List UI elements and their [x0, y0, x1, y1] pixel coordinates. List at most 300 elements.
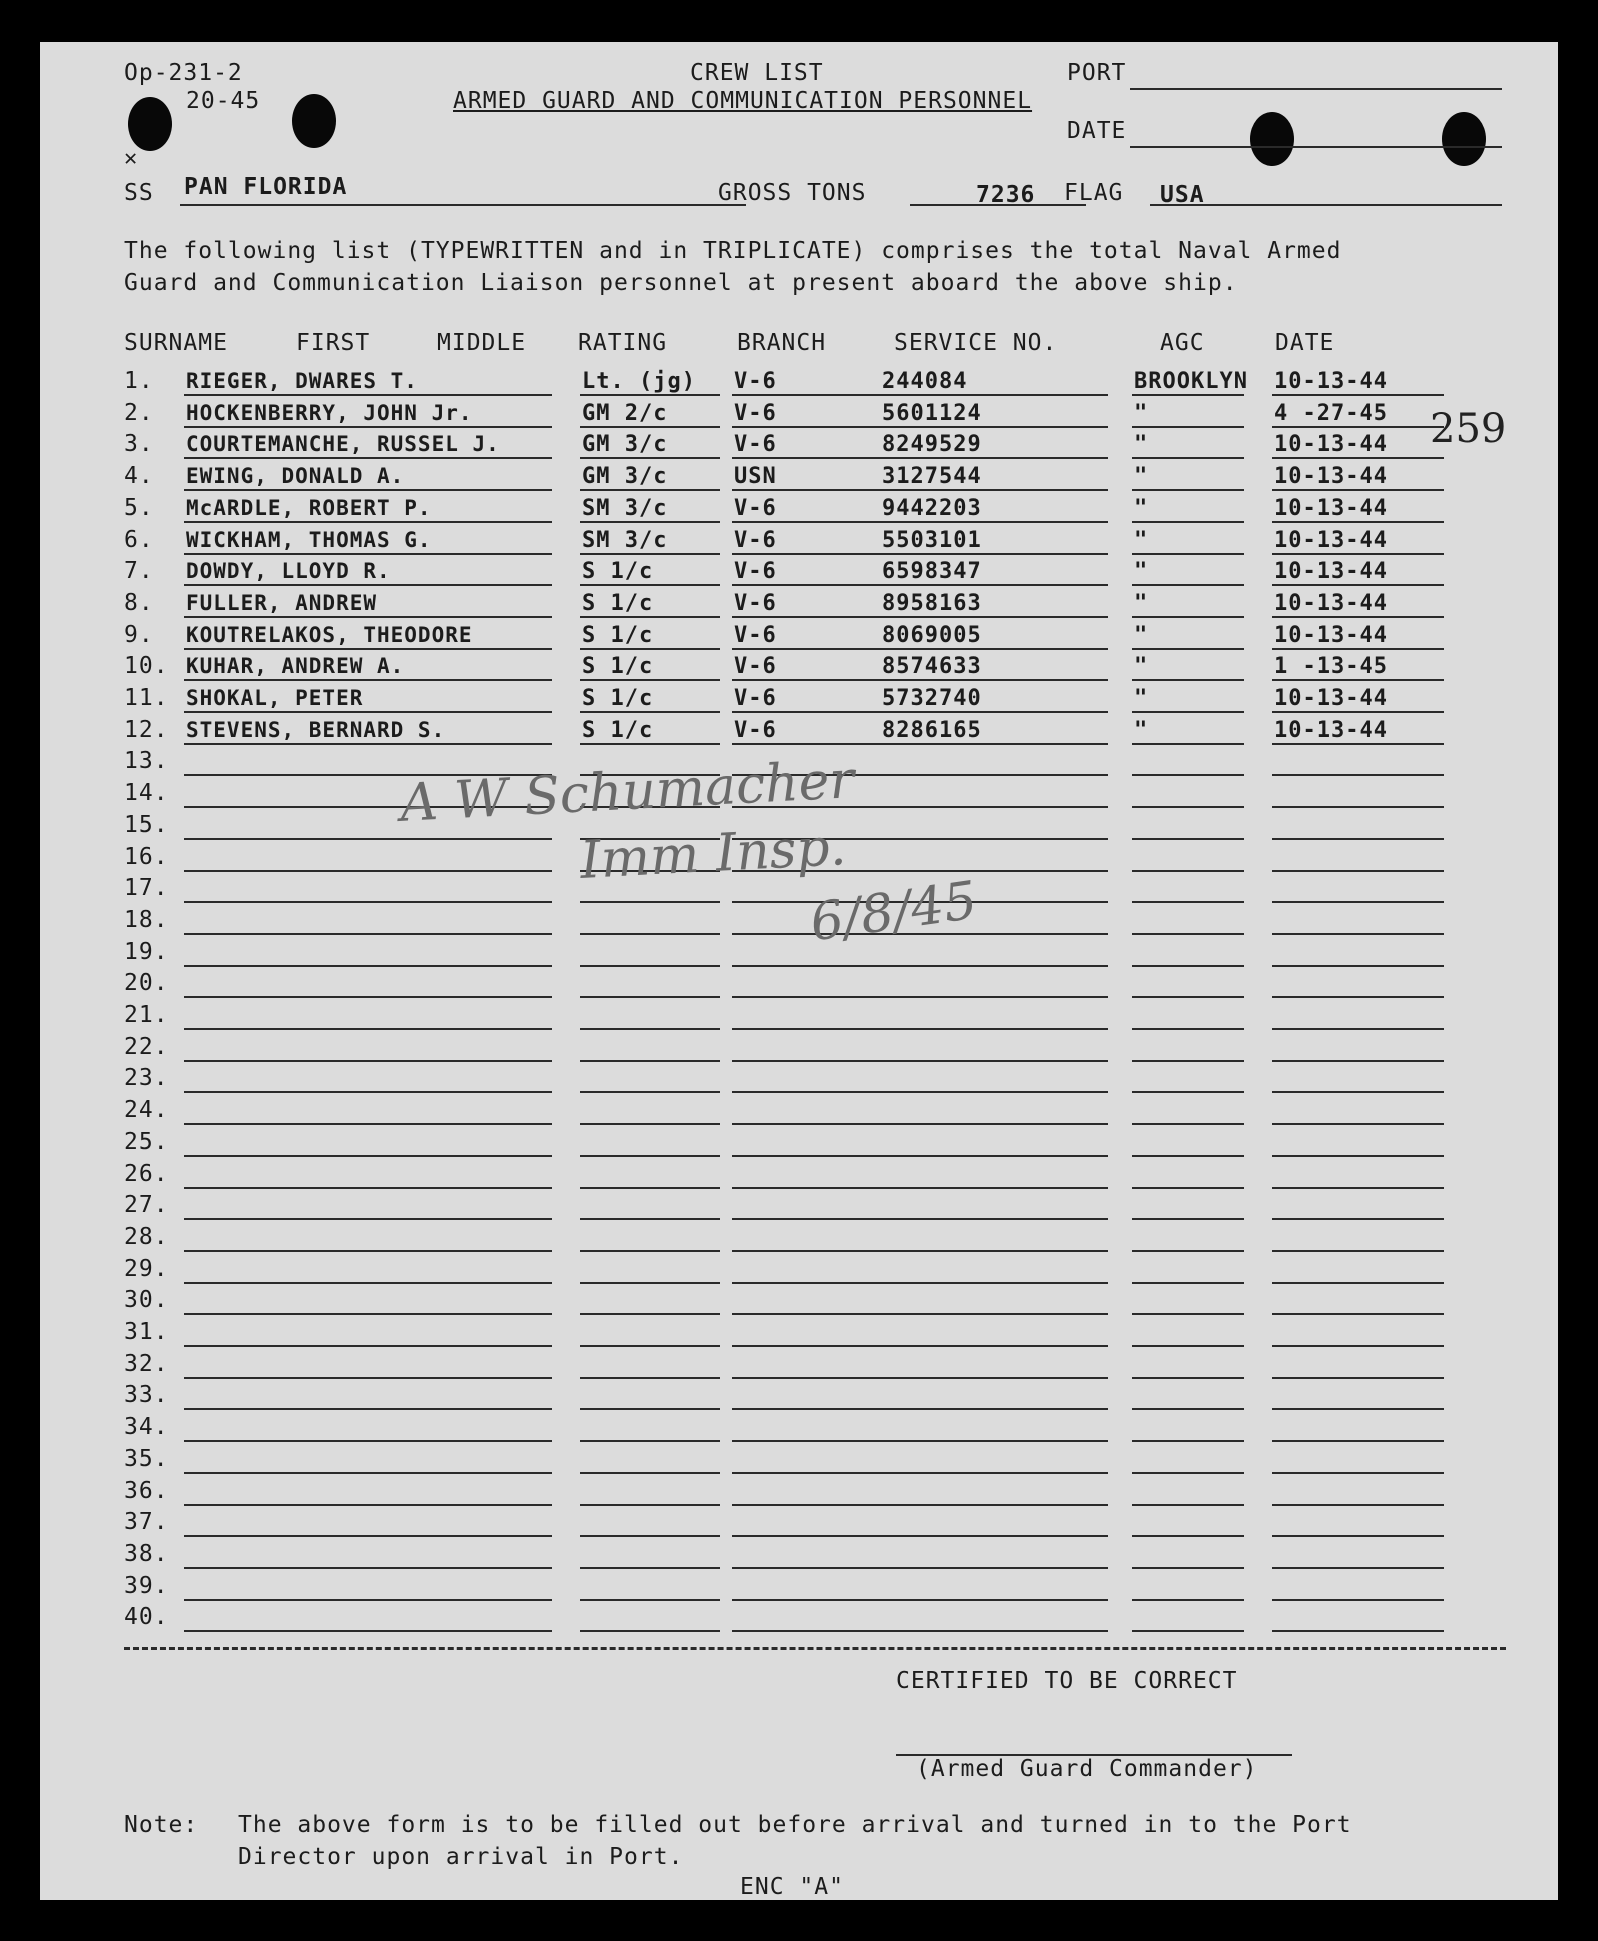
crew-rating: S 1/c: [582, 622, 654, 648]
row-line: [732, 996, 890, 998]
crew-service-no: 8249529: [882, 432, 982, 458]
row-number: 33.: [124, 1382, 169, 1409]
row-line: [880, 616, 1108, 618]
row-line: [580, 1187, 720, 1189]
row-line: [732, 1345, 890, 1347]
crew-service-no: 8574633: [882, 654, 982, 680]
crew-rating: GM 3/c: [582, 464, 668, 490]
row-line: [184, 838, 552, 840]
header-service-no: SERVICE NO.: [894, 330, 1058, 356]
crew-branch: V-6: [734, 622, 777, 648]
crew-rating: Lt. (jg): [582, 369, 696, 394]
crew-date: 1 -13-45: [1274, 654, 1388, 680]
row-number: 37.: [124, 1509, 169, 1536]
row-line: [880, 870, 1108, 872]
crew-branch: V-6: [734, 432, 777, 458]
row-line: [1132, 1472, 1244, 1474]
row-line: [1132, 1250, 1244, 1252]
crew-agc: ": [1134, 495, 1149, 521]
crew-rating: SM 3/c: [582, 495, 668, 521]
row-line: [580, 743, 720, 745]
row-line: [1272, 1408, 1444, 1410]
row-number: 15.: [124, 811, 169, 838]
certified-text: CERTIFIED TO BE CORRECT: [896, 1668, 1238, 1694]
row-line: [1272, 1028, 1444, 1030]
row-line: [880, 743, 1108, 745]
row-line: [1132, 553, 1244, 555]
row-line: [732, 1028, 890, 1030]
crew-rating: S 1/c: [582, 559, 654, 585]
row-line: [1132, 933, 1244, 935]
row-line: [732, 1567, 890, 1569]
row-line: [580, 394, 720, 396]
row-line: [1272, 1377, 1444, 1379]
crew-branch: V-6: [734, 590, 777, 616]
enclosure-label: ENC "A": [740, 1874, 844, 1900]
row-line: [1132, 1630, 1244, 1632]
row-line: [580, 1472, 720, 1474]
row-number: 24.: [124, 1097, 169, 1124]
row-line: [184, 1155, 552, 1157]
row-line: [732, 1504, 890, 1506]
row-line: [880, 457, 1108, 459]
row-line: [184, 711, 552, 713]
row-line: [1272, 901, 1444, 903]
crew-service-no: 5601124: [882, 400, 982, 426]
row-line: [184, 616, 552, 618]
dashed-separator: [124, 1647, 1506, 1650]
row-line: [880, 774, 1108, 776]
date-line: [1130, 146, 1502, 148]
row-line: [1272, 648, 1444, 650]
row-line: [580, 965, 720, 967]
row-line: [732, 1599, 890, 1601]
inspector-title: Imm Insp.: [578, 817, 848, 891]
row-line: [880, 1535, 1108, 1537]
row-line: [184, 1313, 552, 1315]
crew-date: 10-13-44: [1274, 432, 1388, 458]
row-line: [1272, 616, 1444, 618]
ss-label: SS: [124, 180, 154, 206]
row-line: [732, 1282, 890, 1284]
row-line: [880, 838, 1108, 840]
row-line: [1272, 838, 1444, 840]
row-line: [880, 1060, 1108, 1062]
row-line: [580, 679, 720, 681]
crew-branch: V-6: [734, 369, 777, 394]
header-middle: MIDDLE: [437, 330, 527, 356]
crew-branch: V-6: [734, 686, 777, 711]
crew-service-no: 9442203: [882, 495, 982, 521]
port-line: [1130, 88, 1502, 90]
row-line: [1272, 1313, 1444, 1315]
row-line: [880, 1313, 1108, 1315]
row-line: [580, 1408, 720, 1410]
row-line: [1272, 1599, 1444, 1601]
row-number: 18.: [124, 906, 169, 933]
row-line: [1132, 1123, 1244, 1125]
row-line: [184, 1535, 552, 1537]
row-line: [1132, 1060, 1244, 1062]
row-line: [1132, 584, 1244, 586]
row-line: [184, 489, 552, 491]
row-line: [1132, 838, 1244, 840]
row-line: [1132, 901, 1244, 903]
crew-service-no: 8069005: [882, 622, 982, 648]
row-line: [580, 1123, 720, 1125]
row-line: [184, 901, 552, 903]
punch-hole: [1250, 112, 1294, 166]
row-line: [184, 553, 552, 555]
row-line: [880, 553, 1108, 555]
punch-hole: [1442, 112, 1486, 166]
row-line: [732, 521, 890, 523]
row-line: [184, 1091, 552, 1093]
row-number: 38.: [124, 1540, 169, 1567]
row-line: [880, 394, 1108, 396]
row-line: [1272, 870, 1444, 872]
row-line: [184, 457, 552, 459]
row-line: [732, 965, 890, 967]
row-number: 5.: [124, 494, 154, 521]
row-line: [1272, 1440, 1444, 1442]
crew-date: 10-13-44: [1274, 686, 1388, 711]
row-line: [580, 457, 720, 459]
row-line: [1132, 648, 1244, 650]
row-number: 21.: [124, 1002, 169, 1028]
row-line: [580, 933, 720, 935]
row-line: [580, 1567, 720, 1569]
row-line: [580, 584, 720, 586]
note-line-2: Director upon arrival in Port.: [238, 1844, 684, 1870]
row-line: [184, 648, 552, 650]
row-line: [580, 1028, 720, 1030]
form-code: Op-231-2: [124, 60, 243, 86]
flag-label: FLAG: [1064, 180, 1124, 206]
row-line: [1272, 1060, 1444, 1062]
header-first: FIRST: [296, 330, 371, 356]
crew-service-no: 5503101: [882, 527, 982, 553]
row-line: [732, 1535, 890, 1537]
crew-rating: S 1/c: [582, 686, 654, 711]
row-line: [1272, 584, 1444, 586]
row-line: [1132, 1535, 1244, 1537]
row-line: [184, 996, 552, 998]
row-line: [1132, 521, 1244, 523]
crew-name: EWING, DONALD A.: [186, 464, 405, 489]
row-line: [880, 1377, 1108, 1379]
row-line: [1132, 996, 1244, 998]
crew-service-no: 5732740: [882, 686, 982, 711]
form-code-2: 20-45: [186, 88, 261, 114]
row-number: 26.: [124, 1160, 169, 1187]
crew-name: RIEGER, DWARES T.: [186, 369, 418, 393]
row-line: [1132, 806, 1244, 808]
row-line: [880, 1091, 1108, 1093]
row-number: 20.: [124, 970, 169, 997]
row-line: [580, 1313, 720, 1315]
row-line: [1132, 743, 1244, 745]
row-line: [1132, 616, 1244, 618]
crew-rating: GM 3/c: [582, 432, 668, 458]
row-line: [1132, 1599, 1244, 1601]
row-line: [880, 1567, 1108, 1569]
ship-line: [180, 204, 746, 206]
row-line: [732, 648, 890, 650]
crew-date: 10-13-44: [1274, 527, 1388, 553]
row-line: [1132, 457, 1244, 459]
crew-agc: ": [1134, 432, 1149, 458]
row-line: [184, 1567, 552, 1569]
row-line: [184, 1345, 552, 1347]
row-number: 31.: [124, 1319, 169, 1345]
crew-branch: V-6: [734, 400, 777, 426]
note-line-1: The above form is to be filled out before arrival and turned in to the Port: [238, 1812, 1352, 1838]
header-rating: RATING: [578, 330, 668, 356]
crew-date: 10-13-44: [1274, 464, 1388, 490]
row-line: [184, 743, 552, 745]
row-line: [1132, 1377, 1244, 1379]
row-number: 35.: [124, 1445, 169, 1472]
row-number: 39.: [124, 1572, 169, 1599]
row-line: [732, 1250, 890, 1252]
gross-tons-line: [910, 204, 1086, 206]
struck-mark: ✕: [124, 146, 138, 171]
crew-agc: ": [1134, 654, 1149, 680]
note-label: Note:: [124, 1812, 199, 1838]
row-line: [880, 711, 1108, 713]
row-number: 36.: [124, 1477, 169, 1504]
row-line: [880, 996, 1108, 998]
document-page: [40, 42, 1558, 1900]
row-line: [732, 1440, 890, 1442]
row-line: [732, 394, 890, 396]
row-line: [732, 1187, 890, 1189]
row-line: [880, 1187, 1108, 1189]
row-line: [580, 648, 720, 650]
row-line: [580, 1504, 720, 1506]
row-line: [184, 1504, 552, 1506]
crew-branch: USN: [734, 464, 777, 490]
commander-label: (Armed Guard Commander): [916, 1756, 1258, 1782]
row-line: [1272, 1345, 1444, 1347]
crew-name: KOUTRELAKOS, THEODORE: [186, 622, 473, 647]
row-line: [1272, 1123, 1444, 1125]
row-line: [880, 1282, 1108, 1284]
row-line: [732, 1313, 890, 1315]
row-number: 10.: [124, 653, 169, 680]
crew-branch: V-6: [734, 559, 777, 585]
stamp-number: 259: [1430, 406, 1507, 452]
crew-agc: ": [1134, 622, 1149, 648]
port-label: PORT: [1067, 60, 1127, 86]
row-line: [732, 679, 890, 681]
crew-rating: S 1/c: [582, 654, 654, 680]
row-line: [184, 1282, 552, 1284]
row-line: [1272, 1187, 1444, 1189]
row-line: [732, 1218, 890, 1220]
row-line: [732, 1472, 890, 1474]
row-line: [880, 1123, 1108, 1125]
crew-branch: V-6: [734, 495, 777, 521]
crew-date: 10-13-44: [1274, 717, 1388, 743]
row-line: [732, 457, 890, 459]
row-line: [184, 1250, 552, 1252]
crew-rating: S 1/c: [582, 590, 654, 616]
crew-name: FULLER, ANDREW: [186, 590, 378, 615]
row-line: [184, 1630, 552, 1632]
row-line: [1272, 521, 1444, 523]
row-line: [1132, 1345, 1244, 1347]
row-line: [732, 1408, 890, 1410]
crew-date: 10-13-44: [1274, 495, 1388, 521]
row-number: 11.: [124, 685, 169, 711]
row-line: [880, 806, 1108, 808]
row-line: [732, 1060, 890, 1062]
row-number: 13.: [124, 748, 169, 775]
row-number: 7.: [124, 558, 154, 585]
row-line: [880, 1504, 1108, 1506]
row-line: [880, 1408, 1108, 1410]
row-line: [1272, 965, 1444, 967]
header-branch: BRANCH: [737, 330, 827, 356]
row-line: [1272, 1155, 1444, 1157]
gross-tons-label: GROSS TONS: [718, 180, 867, 206]
row-line: [880, 1218, 1108, 1220]
row-number: 40.: [124, 1604, 169, 1631]
flag-value: USA: [1160, 182, 1205, 208]
intro-line-2: Guard and Communication Liaison personnel at present aboard the above ship.: [124, 270, 1238, 296]
row-line: [1272, 679, 1444, 681]
crew-date: 10-13-44: [1274, 369, 1388, 394]
row-line: [580, 1535, 720, 1537]
crew-name: DOWDY, LLOYD R.: [186, 559, 391, 584]
row-line: [1132, 489, 1244, 491]
row-line: [580, 1440, 720, 1442]
row-line: [732, 1377, 890, 1379]
crew-agc: BROOKLYN: [1134, 369, 1248, 394]
crew-branch: V-6: [734, 527, 777, 553]
row-line: [1272, 426, 1444, 428]
row-number: 34.: [124, 1414, 169, 1441]
row-line: [732, 426, 890, 428]
row-line: [580, 616, 720, 618]
row-line: [1132, 394, 1244, 396]
row-line: [580, 1377, 720, 1379]
row-line: [880, 1599, 1108, 1601]
row-line: [184, 933, 552, 935]
row-number: 29.: [124, 1255, 169, 1282]
row-line: [580, 1250, 720, 1252]
row-line: [732, 743, 890, 745]
row-line: [184, 679, 552, 681]
row-line: [1272, 806, 1444, 808]
row-line: [880, 965, 1108, 967]
row-line: [1272, 394, 1444, 396]
row-line: [1132, 1440, 1244, 1442]
row-line: [580, 1155, 720, 1157]
row-line: [580, 1630, 720, 1632]
row-line: [580, 1060, 720, 1062]
row-line: [580, 901, 720, 903]
crew-rating: S 1/c: [582, 717, 654, 743]
row-line: [580, 711, 720, 713]
row-line: [184, 1472, 552, 1474]
row-line: [732, 1630, 890, 1632]
row-line: [1132, 1567, 1244, 1569]
row-line: [1272, 1535, 1444, 1537]
row-line: [580, 521, 720, 523]
row-line: [184, 1187, 552, 1189]
row-line: [1272, 457, 1444, 459]
row-line: [184, 965, 552, 967]
row-line: [880, 679, 1108, 681]
row-line: [580, 426, 720, 428]
flag-line: [1150, 204, 1502, 206]
row-line: [1272, 774, 1444, 776]
row-line: [880, 489, 1108, 491]
row-number: 6.: [124, 526, 154, 553]
row-line: [1132, 1187, 1244, 1189]
header-agc: AGC: [1160, 330, 1205, 356]
row-line: [1272, 1630, 1444, 1632]
row-line: [1272, 933, 1444, 935]
crew-service-no: 8958163: [882, 590, 982, 616]
row-line: [580, 1599, 720, 1601]
punch-hole: [128, 97, 172, 151]
row-line: [184, 584, 552, 586]
row-line: [1132, 711, 1244, 713]
row-line: [1132, 1504, 1244, 1506]
row-line: [580, 553, 720, 555]
crew-date: 10-13-44: [1274, 590, 1388, 616]
row-line: [1132, 1313, 1244, 1315]
row-number: 23.: [124, 1065, 169, 1092]
row-line: [732, 1091, 890, 1093]
row-line: [732, 1155, 890, 1157]
row-line: [184, 1599, 552, 1601]
header-date: DATE: [1275, 330, 1335, 356]
row-line: [184, 1123, 552, 1125]
row-number: 19.: [124, 938, 169, 965]
row-line: [880, 1440, 1108, 1442]
row-line: [732, 616, 890, 618]
row-line: [1272, 996, 1444, 998]
row-line: [184, 394, 552, 396]
crew-name: KUHAR, ANDREW A.: [186, 654, 405, 679]
crew-branch: V-6: [734, 654, 777, 680]
row-line: [184, 426, 552, 428]
crew-agc: ": [1134, 464, 1149, 490]
row-line: [1272, 1472, 1444, 1474]
row-line: [1272, 1567, 1444, 1569]
crew-agc: ": [1134, 559, 1149, 585]
crew-service-no: 3127544: [882, 464, 982, 490]
form-title: CREW LIST: [690, 60, 824, 86]
row-line: [880, 1345, 1108, 1347]
row-line: [580, 996, 720, 998]
row-line: [1272, 489, 1444, 491]
row-line: [184, 1377, 552, 1379]
inspector-signature: A W Schumacher: [398, 750, 856, 834]
row-number: 25.: [124, 1128, 169, 1155]
row-line: [1272, 743, 1444, 745]
crew-agc: ": [1134, 590, 1149, 616]
punch-hole: [292, 94, 336, 148]
row-line: [1132, 426, 1244, 428]
row-number: 14.: [124, 780, 169, 807]
row-line: [1132, 1091, 1244, 1093]
